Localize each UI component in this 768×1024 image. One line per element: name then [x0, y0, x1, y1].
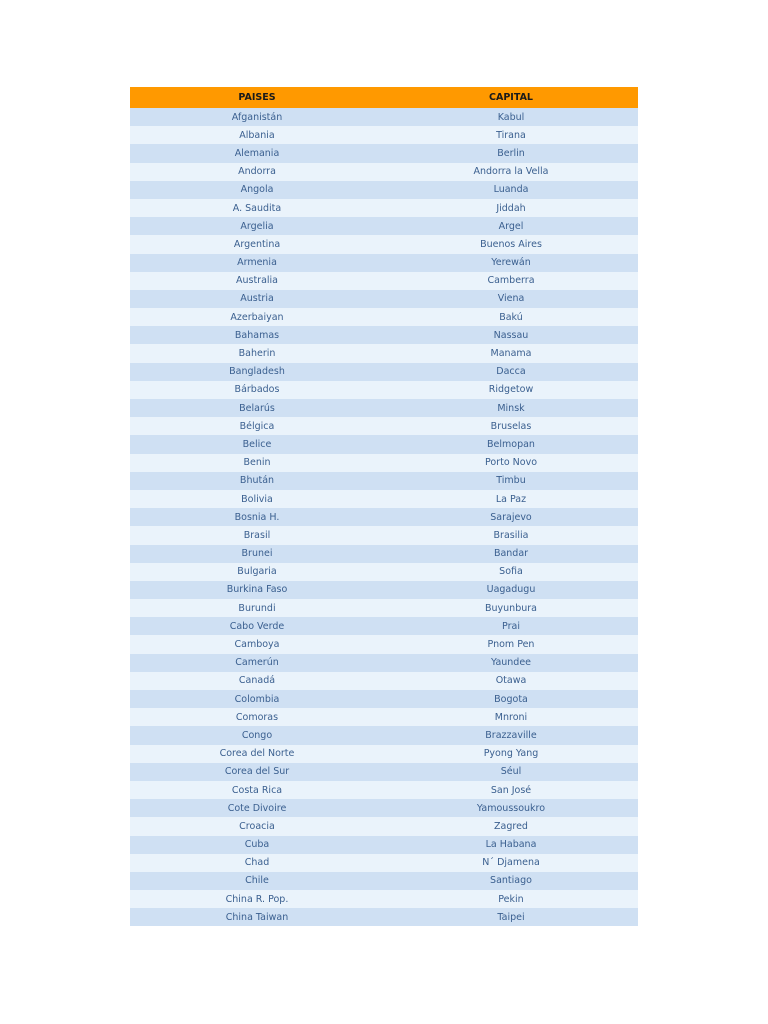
table-row — [130, 781, 638, 799]
country-cell: Benin — [130, 454, 384, 472]
header-country: PAISES — [130, 87, 384, 108]
capital-cell: Ridgetow — [384, 381, 638, 399]
header-row — [130, 87, 638, 108]
capital-cell: Prai — [384, 617, 638, 635]
table-row — [130, 163, 638, 181]
table-row — [130, 872, 638, 890]
table-row — [130, 508, 638, 526]
country-cell: Costa Rica — [130, 781, 384, 799]
table-row — [130, 381, 638, 399]
capital-cell: Sofia — [384, 563, 638, 581]
capital-cell: Brasilia — [384, 526, 638, 544]
table-row — [130, 526, 638, 544]
country-cell: Afganistán — [130, 108, 384, 126]
country-cell: Comoras — [130, 708, 384, 726]
capital-cell: Sarajevo — [384, 508, 638, 526]
country-cell: Bélgica — [130, 417, 384, 435]
country-cell: Bangladesh — [130, 363, 384, 381]
country-cell: Angola — [130, 181, 384, 199]
country-cell: Austria — [130, 290, 384, 308]
table-row — [130, 199, 638, 217]
country-cell: Argentina — [130, 235, 384, 253]
table-row — [130, 435, 638, 453]
capital-cell: Tirana — [384, 126, 638, 144]
capital-cell: La Paz — [384, 490, 638, 508]
country-cell: Australia — [130, 272, 384, 290]
table-row — [130, 799, 638, 817]
capital-cell: Pyong Yang — [384, 745, 638, 763]
capital-cell: Camberra — [384, 272, 638, 290]
country-cell: China R. Pop. — [130, 890, 384, 908]
table-row — [130, 144, 638, 162]
capital-cell: Pekin — [384, 890, 638, 908]
table-row — [130, 217, 638, 235]
country-cell: Argelia — [130, 217, 384, 235]
table-row — [130, 472, 638, 490]
table-row — [130, 745, 638, 763]
table-row — [130, 454, 638, 472]
capital-cell: Argel — [384, 217, 638, 235]
table-row — [130, 654, 638, 672]
capital-cell: Mnroni — [384, 708, 638, 726]
header-capital: CAPITAL — [384, 87, 638, 108]
country-cell: Bosnia H. — [130, 508, 384, 526]
table-header — [130, 87, 638, 108]
country-cell: Bolivia — [130, 490, 384, 508]
capital-cell: Manama — [384, 344, 638, 362]
country-cell: Congo — [130, 726, 384, 744]
country-cell: Azerbaiyan — [130, 308, 384, 326]
table-row — [130, 617, 638, 635]
country-cell: Camerún — [130, 654, 384, 672]
capital-cell: Otawa — [384, 672, 638, 690]
capital-cell: Viena — [384, 290, 638, 308]
country-cell: Corea del Sur — [130, 763, 384, 781]
capital-cell: Kabul — [384, 108, 638, 126]
capital-cell: Pnom Pen — [384, 635, 638, 653]
capital-cell: Porto Novo — [384, 454, 638, 472]
country-cell: Cabo Verde — [130, 617, 384, 635]
table-row — [130, 690, 638, 708]
table-row — [130, 581, 638, 599]
table-row — [130, 726, 638, 744]
table-row — [130, 817, 638, 835]
table-row — [130, 890, 638, 908]
table-row — [130, 399, 638, 417]
capital-cell: Yamoussoukro — [384, 799, 638, 817]
capital-cell: Nassau — [384, 326, 638, 344]
capital-cell: La Habana — [384, 836, 638, 854]
table-row — [130, 272, 638, 290]
table-row — [130, 235, 638, 253]
capital-cell: Santiago — [384, 872, 638, 890]
capital-cell: N´ Djamena — [384, 854, 638, 872]
capital-cell: Dacca — [384, 363, 638, 381]
capital-cell: Zagred — [384, 817, 638, 835]
country-cell: Colombia — [130, 690, 384, 708]
country-cell: Andorra — [130, 163, 384, 181]
country-cell: Albania — [130, 126, 384, 144]
table-row — [130, 417, 638, 435]
table-row — [130, 635, 638, 653]
country-cell: Canadá — [130, 672, 384, 690]
table-row — [130, 490, 638, 508]
capital-cell: Uagadugu — [384, 581, 638, 599]
country-cell: Chad — [130, 854, 384, 872]
capital-cell: Bakú — [384, 308, 638, 326]
table-row — [130, 181, 638, 199]
country-cell: Bárbados — [130, 381, 384, 399]
country-cell: Armenia — [130, 254, 384, 272]
table-row — [130, 254, 638, 272]
country-cell: Baherin — [130, 344, 384, 362]
table-row — [130, 672, 638, 690]
country-cell: Bhután — [130, 472, 384, 490]
table-row — [130, 836, 638, 854]
table-row — [130, 363, 638, 381]
capital-cell: Berlin — [384, 144, 638, 162]
table-row — [130, 326, 638, 344]
capital-cell: Minsk — [384, 399, 638, 417]
capital-cell: Jiddah — [384, 199, 638, 217]
table-row — [130, 563, 638, 581]
country-cell: Brasil — [130, 526, 384, 544]
table-row — [130, 908, 638, 926]
country-cell: China Taiwan — [130, 908, 384, 926]
capital-cell: Yaundee — [384, 654, 638, 672]
capital-cell: San José — [384, 781, 638, 799]
country-cell: Bahamas — [130, 326, 384, 344]
country-cell: Corea del Norte — [130, 745, 384, 763]
table-row — [130, 599, 638, 617]
table-row — [130, 308, 638, 326]
capital-cell: Taipei — [384, 908, 638, 926]
capital-cell: Séul — [384, 763, 638, 781]
table-row — [130, 290, 638, 308]
country-cell: A. Saudita — [130, 199, 384, 217]
country-cell: Burkina Faso — [130, 581, 384, 599]
capital-cell: Bandar — [384, 545, 638, 563]
capital-cell: Timbu — [384, 472, 638, 490]
countries-capitals-table — [130, 87, 638, 926]
country-cell: Cuba — [130, 836, 384, 854]
country-cell: Bulgaria — [130, 563, 384, 581]
country-cell: Belarús — [130, 399, 384, 417]
table-row — [130, 545, 638, 563]
table-body — [130, 108, 638, 926]
country-cell: Brunei — [130, 545, 384, 563]
table-row — [130, 108, 638, 126]
country-cell: Camboya — [130, 635, 384, 653]
country-cell: Chile — [130, 872, 384, 890]
capital-cell: Luanda — [384, 181, 638, 199]
capital-cell: Yerewán — [384, 254, 638, 272]
country-cell: Belice — [130, 435, 384, 453]
country-cell: Burundi — [130, 599, 384, 617]
capital-cell: Buyunbura — [384, 599, 638, 617]
capital-cell: Brazzaville — [384, 726, 638, 744]
capital-cell: Bruselas — [384, 417, 638, 435]
capital-cell: Bogota — [384, 690, 638, 708]
table-row — [130, 763, 638, 781]
capital-cell: Belmopan — [384, 435, 638, 453]
table-row — [130, 126, 638, 144]
country-cell: Alemania — [130, 144, 384, 162]
capital-cell: Andorra la Vella — [384, 163, 638, 181]
country-cell: Cote Divoire — [130, 799, 384, 817]
country-cell: Croacia — [130, 817, 384, 835]
capital-cell: Buenos Aires — [384, 235, 638, 253]
table-row — [130, 854, 638, 872]
table-row — [130, 344, 638, 362]
table-row — [130, 708, 638, 726]
